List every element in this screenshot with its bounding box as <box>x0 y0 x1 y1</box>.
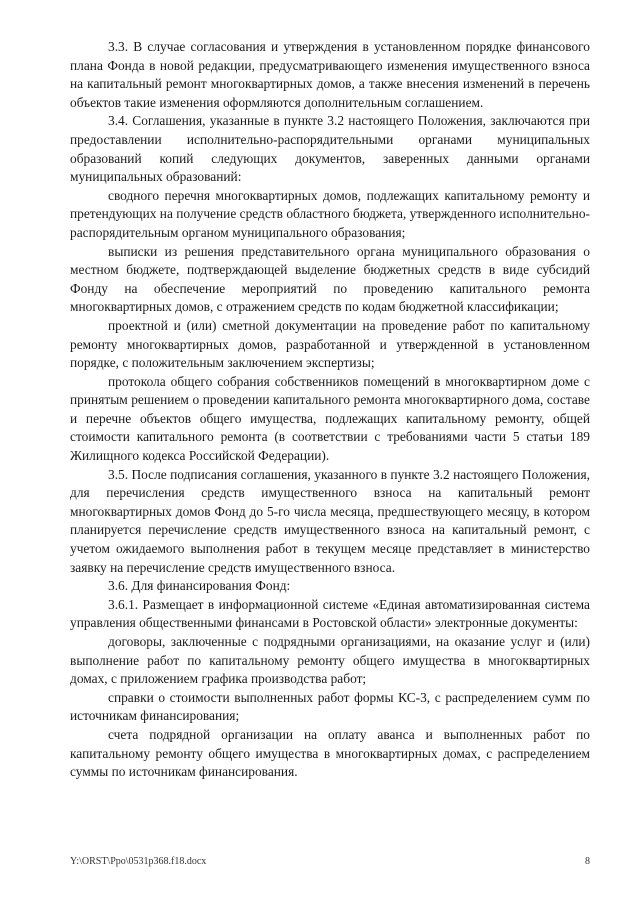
list-item-invoices: счета подрядной организации на оплату аванса и выполненных работ по капитальному ремонту общего имущества в многоквартирных домах, с распределением суммы по источникам финансирования. <box>70 726 590 780</box>
list-item-owners-meeting-protocol: протокола общего собрания собственников помещений в многоквартирном доме с принятым решением о проведении капитального ремонта многоквартирного дома, составе и перечне объектов общего имущества, подлежащих капитальному ремонту, общей стоимости капитального ремонта (в соответствии с требованиями части 5 статьи 189 Жилищного кодекса Российской Федерации). <box>70 373 590 464</box>
list-item-design-documentation: проектной и (или) сметной документации на проведение работ по капитальному ремонту многоквартирных домов, разработанной и утвержденной в установленном порядке, с положительным заключением экспертизы; <box>70 317 590 371</box>
list-item-budget-extract: выписки из решения представительного органа муниципального образования о местном бюджете, подтверждающей выделение бюджетных средств в виде субсидий Фонду на обеспечение мероприятий по проведению капитального ремонта многоквартирных домов, с отражением средств по кодам бюджетной классификации; <box>70 243 590 315</box>
paragraph-3-5: 3.5. После подписания соглашения, указанного в пункте 3.2 настоящего Положения, для перечисления средств имущественного взноса на капитальный ремонт многоквартирных домов Фонд до 5-го числа месяца, предшествующего месяцу, в котором планируется перечисление средств имущественного взноса на капитальный ремонт, с учетом ожидаемого выполнения работ в текущем месяце представляет в министерство заявку на перечисление средств имущественного взноса. <box>70 466 590 575</box>
page-number: 8 <box>585 856 590 867</box>
list-item-summary-list: сводного перечня многоквартирных домов, подлежащих капитальному ремонту и претендующих на получение средств областного бюджета, утвержденного исполнительно-распорядительным органом муниципального образования; <box>70 187 590 240</box>
list-item-contracts: договоры, заключенные с подрядными организациями, на оказание услуг и (или) выполнение работ по капитальному ремонту общего имущества в многоквартирных домах, с приложением графика производства работ; <box>70 634 590 687</box>
paragraph-3-6-1: 3.6.1. Размещает в информационной системе «Единая автоматизированная система управления общественными финансами в Ростовской области» электронные документы: <box>70 596 590 631</box>
paragraph-3-3: 3.3. В случае согласования и утверждения в установленном порядке финансового плана Фонда в новой редакции, предусматривающего изменения имущественного взноса на капитальный ремонт многоквартирных домов, а также внесения изменений в перечень объектов такие изменения оформляются дополнительным соглашением. <box>70 39 590 110</box>
document-body <box>70 38 590 782</box>
paragraph-3-6: 3.6. Для финансирования Фонд: <box>108 578 291 594</box>
file-path: Y:\ORST\Ppo\0531p368.f18.docx <box>70 856 207 867</box>
paragraph-3-4: 3.4. Соглашения, указанные в пункте 3.2 настоящего Положения, заключаются при предоставлении исполнительно-распорядительными органами муниципальных образований копий следующих документов, заверенных данными органами муниципальных образований: <box>70 113 590 185</box>
list-item-ks3-certificates: справки о стоимости выполненных работ формы КС-3, с распределением сумм по источникам финансирования; <box>70 689 590 724</box>
